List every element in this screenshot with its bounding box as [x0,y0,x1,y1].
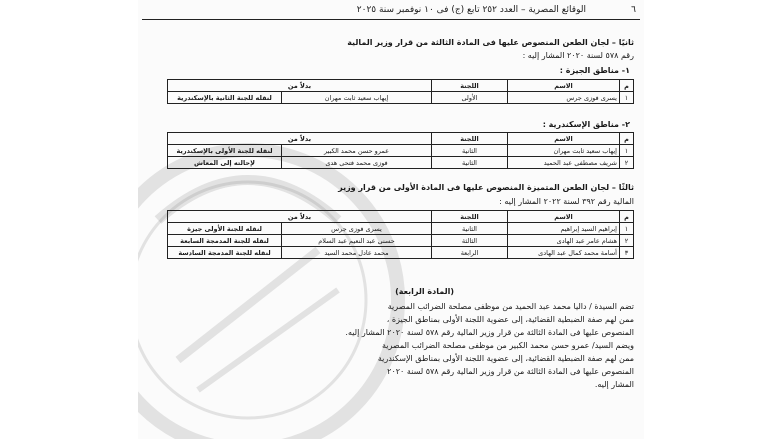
paragraph-line: المنصوص عليها فى المادة الثالثة من قرار وزير المالية رقم ٥٧٨ لسنة ٢٠٢٠ المشار إليه. [345,328,634,337]
col-committee: اللجنة [432,80,508,92]
table-row [168,223,634,235]
row-instead-of: فوزى محمد فتحى هدى [282,157,432,169]
page-number: ٦ [631,5,636,15]
col-instead-of: بدلاً من [168,80,432,92]
giza-heading: ١- مناطق الجيزة : [559,66,630,75]
giza-table [167,79,634,104]
row-num: ١ [620,145,634,157]
row-instead-of: إيهاب سعيد ثابت مهران [282,92,432,104]
row-action: لإحالته إلى المعاش [168,157,282,169]
section-three-line1: ثالثًا – لجان الطعن المتميزة المنصوص عليها فى المادة الأولى من قرار وزير [338,183,634,192]
col-name: الاسم [508,80,620,92]
section-two-line2: رقم ٥٧٨ لسنة ٢٠٢٠ المشار إليه : [522,51,634,60]
row-action: لنقله للجنة المدمجة السابعة [168,235,282,247]
row-instead-of: حسنى عبد النعيم عبد السلام [282,235,432,247]
row-name: شريف مصطفى عبد الحميد [508,157,620,169]
paragraph-line: ممن لهم صفة الضبطية القضائية، إلى عضوية اللجنة الأولى بمناطق الإسكندرية [377,354,634,363]
paragraph-line: ويضم السيد/ عمرو حسن محمد الكبير من موظفى مصلحة الضرائب المصرية [382,341,634,350]
row-committee: الثانية [432,223,508,235]
table-row [168,247,634,259]
running-title: الوقائع المصرية – العدد ٢٥٢ تابع (ج) فى ١٠ نوفمبر سنة ٢٠٢٥ [356,5,586,15]
row-action: لنقله للجنة الأولى بالإسكندرية [168,145,282,157]
row-num: ١ [620,92,634,104]
row-committee: الثانية [432,157,508,169]
table-row [168,92,634,104]
alexandria-table [167,132,634,169]
col-instead-of: بدلاً من [168,211,432,223]
row-action: لنقله للجنة الأولى جيزة [168,223,282,235]
row-action: لنقله للجنة المدمجة السادسة [168,247,282,259]
row-instead-of: عمرو حسن محمد الكبير [282,145,432,157]
paragraph-line: المنصوص عليها فى المادة الثالثة من قرار وزير المالية رقم ٥٧٨ لسنة ٢٠٢٠ [387,367,634,376]
col-num: م [620,133,634,145]
table-row [168,157,634,169]
paragraph-line: تضم السيدة / داليا محمد عبد الحميد من موظفى مصلحة الضرائب المصرية [387,302,634,311]
alexandria-heading: ٢- مناطق الإسكندرية : [542,120,630,129]
row-name: هشام عامر عبد الهادى [508,235,620,247]
row-num: ١ [620,223,634,235]
col-name: الاسم [508,211,620,223]
col-num: م [620,211,634,223]
col-name: الاسم [508,133,620,145]
row-name: أسامة محمد كمال عبد الهادى [508,247,620,259]
row-instead-of: يسرى فوزى جرس [282,223,432,235]
col-committee: اللجنة [432,211,508,223]
row-action: لنقله للجنة الثانية بالإسكندرية [168,92,282,104]
gazette-page [138,0,644,439]
row-num: ٣ [620,247,634,259]
row-name: إبراهيم السيد إبراهيم [508,223,620,235]
row-num: ٢ [620,235,634,247]
article-four-heading: (المادة الرابعة) [395,287,454,296]
col-committee: اللجنة [432,133,508,145]
row-num: ٢ [620,157,634,169]
col-instead-of: بدلاً من [168,133,432,145]
distinguished-table [167,210,634,259]
table-row [168,235,634,247]
paragraph-line: ممن لهم صفة الضبطية القضائية، إلى عضوية اللجنة الأولى بمناطق الجيزة ، [386,315,634,324]
row-name: يسرى فوزى جرس [508,92,620,104]
section-three-line2: المالية رقم ٣٩٢ لسنة ٢٠٢٢ المشار إليه : [499,197,634,206]
row-committee: الثانية [432,145,508,157]
header-rule [142,19,640,20]
section-two-line1: ثانيًا – لجان الطعن المنصوص عليها فى المادة الثالثة من قرار وزير المالية [347,38,634,47]
col-num: م [620,80,634,92]
row-instead-of: محمد عادل محمد السيد [282,247,432,259]
row-name: إيهاب سعيد ثابت مهران [508,145,620,157]
table-row [168,145,634,157]
row-committee: الثالثة [432,235,508,247]
row-committee: الأولى [432,92,508,104]
paragraph-line: المشار إليه. [594,380,634,389]
row-committee: الرابعة [432,247,508,259]
